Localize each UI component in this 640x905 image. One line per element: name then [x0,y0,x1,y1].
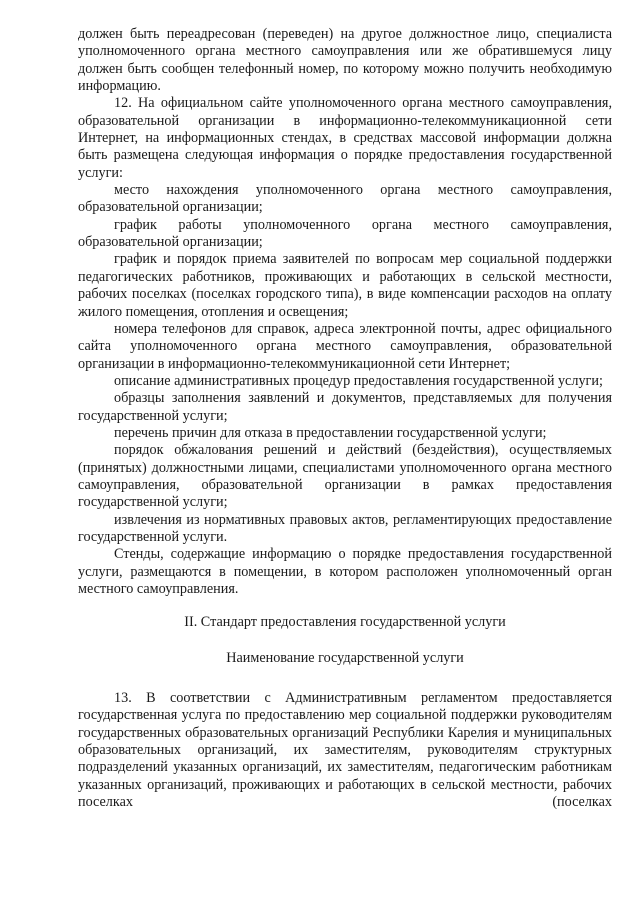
list-item-reception-schedule: график и порядок приема заявителей по вопросам мер социальной поддержки педагогических работников, проживающих и работающих в сельской местности, рабочих поселках (поселках городского типа), в виде компенсации расходов на оплату жилого помещения, отопления и освещения; [78,251,612,320]
subheading: Наименование государственной услуги [226,649,464,666]
list-item-form-samples: образцы заполнения заявлений и документов, представляемых для получения государственной услуги; [78,390,612,424]
section-heading: II. Стандарт предоставления государственной услуги [184,614,506,631]
list-item-contacts: номера телефонов для справок, адреса электронной почты, адрес официального сайта уполномоченного органа местного самоуправления, образовательной организации в информационно-телекоммуникационной сети Интернет; [78,320,612,372]
list-item-work-schedule: график работы уполномоченного органа местного самоуправления, образовательной организации; [78,216,612,251]
list-item-location: место нахождения уполномоченного органа местного самоуправления, образовательной организации; [78,182,612,216]
paragraph-13: 13. В соответствии с Административным регламентом предоставляется государственная услуга по предоставлению мер социальной поддержки руководителям государственных образовательных организаций Республики Карелия и муниципальных образовательных организаций, их заместителям, руководителям структурных подразделений указанных организаций, их заместителям, педагогическим работникам указанных организаций, проживающих и работающих в сельской местности, рабочих поселках (поселках [78,690,612,811]
list-item-refusal-reasons: перечень причин для отказа в предоставлении государственной услуги; [114,424,547,441]
list-item-legal-extracts: извлечения из нормативных правовых актов, регламентирующих предоставление государственной услуги. [78,511,612,545]
list-item-procedures: описание административных процедур предоставления государственной услуги; [114,372,603,389]
stands-paragraph: Стенды, содержащие информацию о порядке предоставления государственной услуги, размещаются в помещении, в котором расположен уполномоченный орган местного самоуправления. [78,546,612,597]
list-item-appeal-procedure: порядок обжалования решений и действий (бездействия), осуществляемых (принятых) должностными лицами, специалистами уполномоченного органа местного самоуправления, образовательной организации в рамках предоставления государственной услуги; [78,442,612,511]
paragraph-12: 12. На официальном сайте уполномоченного органа местного самоуправления, образовательной организации в информационно-телекоммуникационной сети Интернет, на информационных стендах, в средствах массовой информации должна быть размещена следующая информация о порядке предоставления государственной услуги: [78,95,612,181]
document-page [78,26,612,811]
intro-paragraph: должен быть переадресован (переведен) на другое должностное лицо, специалиста уполномоченного органа местного самоуправления или же обратившемуся лицу должен быть сообщен телефонный номер, по которому можно получить необходимую информацию. [78,26,612,95]
